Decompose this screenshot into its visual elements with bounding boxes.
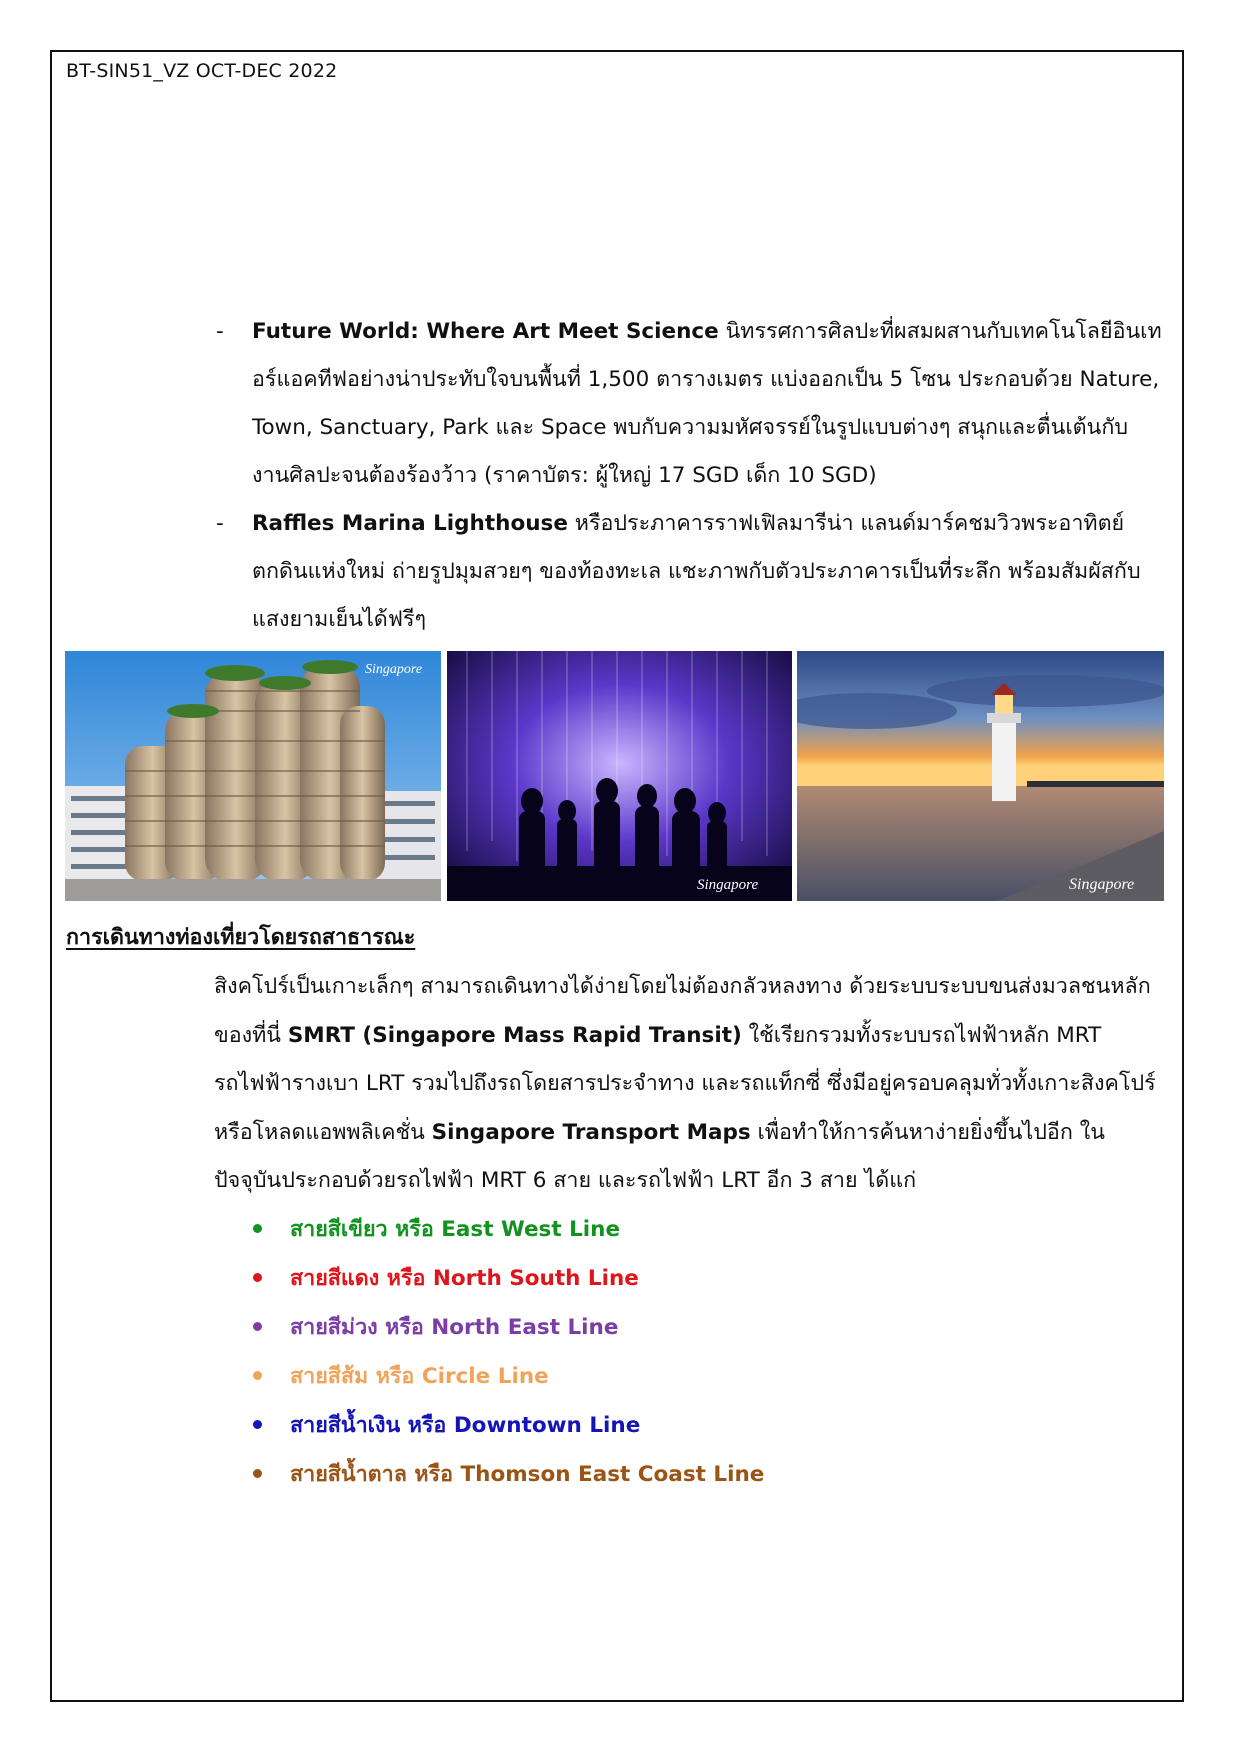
intro-text: สิงคโปร์เป็นเกาะเล็กๆ สามารถเดินทางได้ง่ายโดยไม่ต้องกลัวหลงทาง ด้วยระบบระบบขนส่งมวลชนหลักของที่นี่ <box>214 974 1151 1048</box>
attraction-list <box>212 308 1162 644</box>
transport-intro <box>214 963 1172 1206</box>
photo-watermark: Singapore <box>697 877 759 893</box>
attraction-description: นิทรรศการศิลปะที่ผสมผสานกับเทคโนโลยีอินเทอร์แอคทีฟอย่างน่าประทับใจบนพื้นที่ 1,500 ตารางเมตร แบ่งออกเป็น 5 โซน ประกอบด้วย Nature, Town, Sanctuary, Park และ Space พบกับความมหัศจรรย์ในรูปแบบต่างๆ สนุกและตื่นเต้นกับงานศิลปะจนต้องร้องว้าว (ราคาบัตร: ผู้ใหญ่ 17 SGD เด็ก 10 SGD) <box>252 319 1162 488</box>
section-heading: การเดินทางท่องเที่ยวโดยรถสาธารณะ <box>66 925 416 950</box>
bullet-icon <box>253 1371 262 1380</box>
line-label: สายสีส้ม หรือ Circle Line <box>290 1364 549 1389</box>
intro-text: ใช้เรียกรวมทั้งระบบรถไฟฟ้าหลัก MRT รถไฟฟ้ารางเบา LRT รวมไปถึงรถโดยสารประจำทาง และรถแท็กซี่ ซึ่งมีอยู่ครอบคลุมทั่วทั้งเกาะสิงคโปร์ หรือโหลดแอพพลิเคชั่น <box>214 1022 1156 1145</box>
bullet-icon <box>253 1273 262 1282</box>
dash-bullet: - <box>216 319 224 344</box>
line-label: สายสีม่วง หรือ North East Line <box>290 1315 619 1340</box>
list-item <box>253 1352 764 1401</box>
line-label: สายสีเขียว หรือ East West Line <box>290 1217 621 1242</box>
smrt-name: SMRT (Singapore Mass Rapid Transit) <box>287 1022 742 1048</box>
attraction-description: หรือประภาคารราฟเฟิลมารีน่า แลนด์มาร์คชมวิวพระอาทิตย์ตกดินแห่งใหม่ ถ่ายรูปมุมสวยๆ ของท้องทะเล แชะภาพกับตัวประภาคารเป็นที่ระลึก พร้อมสัมผัสกับแสงยามเย็นได้ฟรีๆ <box>252 511 1141 632</box>
hive-building-photo <box>65 651 441 901</box>
line-label: สายสีแดง หรือ North South Line <box>290 1266 639 1291</box>
attraction-raffles-lighthouse <box>212 500 1162 644</box>
bullet-icon <box>253 1224 262 1233</box>
photo-watermark: Singapore <box>1069 876 1135 893</box>
list-item <box>253 1254 764 1303</box>
intro-text: เพื่อทำให้การค้นหาง่ายยิ่งขึ้นไปอีก ในปัจจุบันประกอบด้วยรถไฟฟ้า MRT 6 สาย และรถไฟฟ้า LRT อีก 3 สาย ได้แก่ <box>214 1119 1105 1193</box>
attraction-future-world <box>212 308 1162 500</box>
attraction-name: Future World: Where Art Meet Science <box>252 319 719 344</box>
mrt-line-list <box>253 1205 764 1499</box>
document-code: BT-SIN51_VZ OCT-DEC 2022 <box>66 60 338 82</box>
list-item <box>253 1450 764 1499</box>
future-world-light-installation-photo <box>447 651 792 901</box>
app-name: Singapore Transport Maps <box>431 1119 751 1145</box>
photo-watermark: Singapore <box>365 662 423 677</box>
list-item <box>253 1303 764 1352</box>
bullet-icon <box>253 1420 262 1429</box>
line-label: สายสีน้ำเงิน หรือ Downtown Line <box>290 1413 641 1438</box>
list-item <box>253 1205 764 1254</box>
attraction-name: Raffles Marina Lighthouse <box>252 511 568 536</box>
bullet-icon <box>253 1469 262 1478</box>
dash-bullet: - <box>216 511 224 536</box>
bullet-icon <box>253 1322 262 1331</box>
list-item <box>253 1401 764 1450</box>
raffles-lighthouse-sunset-photo <box>797 651 1164 901</box>
line-label: สายสีน้ำตาล หรือ Thomson East Coast Line <box>290 1462 765 1487</box>
